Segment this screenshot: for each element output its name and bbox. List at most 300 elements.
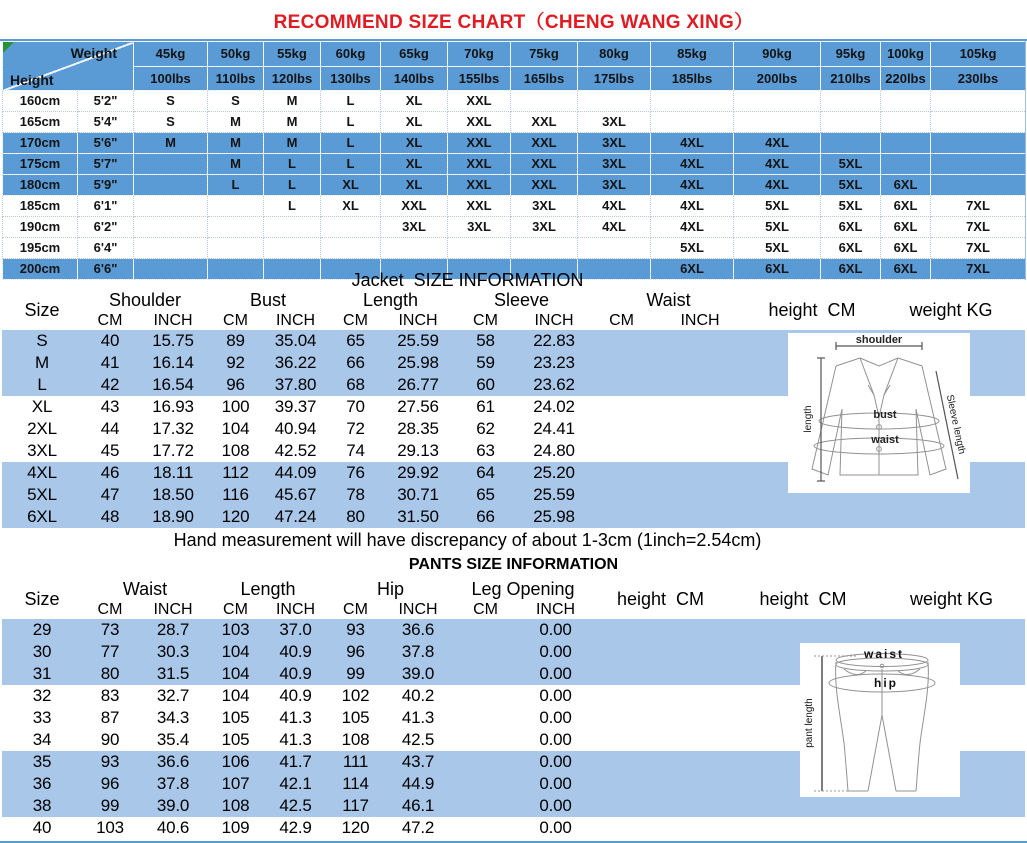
size-cell: XXL: [511, 112, 578, 133]
size-cell: 6XL: [821, 217, 881, 238]
height-cm-cell: 170cm: [3, 133, 78, 154]
weight-kg-header: 75kg: [511, 42, 578, 67]
height-ft-cell: 6'6": [78, 259, 134, 280]
size-cell: XL: [381, 112, 448, 133]
size-cell: XXL: [448, 112, 511, 133]
value-cell: 44.9: [401, 774, 435, 793]
value-cell: 76: [346, 463, 365, 482]
size-cell: 6XL: [734, 259, 821, 280]
size-cell: S: [134, 112, 208, 133]
value-cell: 41.3: [279, 730, 312, 749]
pants-lineart-icon: [800, 643, 960, 797]
value-cell: [453, 751, 518, 773]
size-label-cell: 2XL: [27, 419, 57, 438]
size-cell: [511, 238, 578, 259]
value-cell: 23.62: [533, 375, 575, 394]
value-cell: 18.11: [152, 463, 194, 482]
value-cell: 37.8: [401, 642, 435, 661]
value-cell: [590, 374, 653, 396]
value-cell: [453, 663, 518, 685]
value-cell: 117: [342, 796, 369, 815]
value-cell: [590, 440, 653, 462]
value-cell: 65: [346, 331, 365, 350]
value-cell: [453, 817, 518, 839]
value-cell: 40.6: [156, 818, 190, 837]
measure-group-header: Bust: [249, 290, 287, 310]
value-cell: 92: [226, 353, 245, 372]
size-label-cell: 5XL: [27, 485, 57, 504]
empty-cell: [877, 506, 1025, 528]
size-cell: 4XL: [651, 175, 734, 196]
value-cell: 27.56: [397, 397, 439, 416]
jacket-table-title: Jacket SIZE INFORMATION: [351, 270, 584, 290]
matrix-row: [3, 91, 1026, 112]
weight-kg-header: 100kg: [881, 42, 931, 67]
measure-group-header: Shoulder: [108, 290, 182, 310]
size-cell: 7XL: [931, 217, 1026, 238]
value-cell: 62: [476, 419, 495, 438]
weight-lbs-header: 200lbs: [734, 67, 821, 91]
single-col-header: weight KG: [909, 299, 993, 320]
size-cell: 6XL: [821, 238, 881, 259]
value-cell: [453, 685, 518, 707]
size-cell: [881, 154, 931, 175]
height-cm-cell: 175cm: [3, 154, 78, 175]
size-cell: XXL: [448, 133, 511, 154]
value-cell: 60: [476, 375, 495, 394]
value-cell: 65: [476, 485, 495, 504]
value-cell: 40.9: [279, 664, 312, 683]
value-cell: 29.13: [397, 441, 439, 460]
size-cell: [821, 112, 881, 133]
value-cell: 25.98: [397, 353, 439, 372]
value-cell: 87: [100, 708, 120, 727]
value-cell: 112: [222, 463, 249, 482]
size-label-cell: 30: [32, 642, 52, 661]
value-cell: 40: [100, 331, 120, 350]
measure-group-header: Length: [362, 290, 419, 310]
value-cell: 37.80: [274, 375, 317, 394]
size-cell: XL: [321, 175, 381, 196]
size-cell: [208, 217, 264, 238]
value-cell: [453, 707, 518, 729]
size-cell: 4XL: [734, 133, 821, 154]
height-cm-cell: 185cm: [3, 196, 78, 217]
size-cell: XXL: [448, 154, 511, 175]
value-cell: 47.24: [274, 507, 317, 526]
value-cell: 42.52: [274, 441, 317, 460]
value-cell: 61: [476, 397, 495, 416]
value-cell: 108: [221, 441, 250, 460]
size-label-cell: 3XL: [27, 441, 57, 460]
unit-subheader: INCH: [398, 311, 438, 329]
height-ft-cell: 5'4": [78, 112, 134, 133]
matrix-row: [3, 175, 1026, 196]
size-label-cell: L: [37, 375, 47, 394]
empty-cell: [593, 795, 728, 817]
value-cell: 68: [346, 375, 365, 394]
empty-cell: [878, 619, 1025, 641]
unit-subheader: CM: [223, 311, 248, 329]
value-cell: 44.09: [274, 463, 317, 482]
value-cell: 42: [100, 375, 120, 394]
value-cell: 39.0: [156, 796, 190, 815]
size-cell: [931, 91, 1026, 112]
value-cell: 42.5: [401, 730, 435, 749]
weight-kg-header: 105kg: [931, 42, 1026, 67]
size-cell: M: [208, 133, 264, 154]
value-cell: 24.02: [533, 397, 575, 416]
weight-kg-header: 65kg: [381, 42, 448, 67]
size-cell: S: [208, 91, 264, 112]
value-cell: 28.35: [397, 419, 439, 438]
size-label-cell: M: [35, 353, 49, 372]
hip-label: hip: [874, 676, 898, 690]
size-cell: XXL: [448, 91, 511, 112]
value-cell: 106: [221, 752, 250, 771]
size-cell: [134, 238, 208, 259]
size-cell: 6XL: [881, 196, 931, 217]
weight-kg-header: 90kg: [734, 42, 821, 67]
size-label-cell: 35: [32, 752, 52, 771]
weight-lbs-header: 155lbs: [448, 67, 511, 91]
value-cell: 36.6: [156, 752, 190, 771]
unit-subheader: CM: [97, 600, 123, 618]
size-cell: [578, 91, 651, 112]
value-cell: 40.9: [279, 686, 312, 705]
value-cell: [453, 641, 518, 663]
value-cell: 111: [342, 752, 369, 771]
size-recommendation-matrix: [2, 41, 1026, 280]
empty-cell: [728, 795, 878, 817]
weight-kg-header: 45kg: [134, 42, 208, 67]
length-label: length: [803, 405, 814, 433]
size-cell: [821, 91, 881, 112]
matrix-row: [3, 112, 1026, 133]
value-cell: 17.72: [152, 441, 194, 460]
weight-lbs-header: 165lbs: [511, 67, 578, 91]
waist-label: waist: [863, 647, 905, 661]
value-cell: 80: [346, 507, 365, 526]
value-cell: [590, 330, 653, 352]
size-cell: M: [208, 112, 264, 133]
size-cell: S: [134, 91, 208, 112]
jacket-measurement-diagram: [788, 333, 970, 493]
empty-cell: [593, 685, 728, 707]
value-cell: 96: [346, 642, 365, 661]
measure-group-header: Length: [240, 579, 296, 599]
matrix-corner-cell: [3, 42, 134, 91]
size-cell: [134, 154, 208, 175]
table-row: [2, 619, 1025, 641]
size-cell: [134, 196, 208, 217]
size-cell: [881, 133, 931, 154]
height-ft-cell: 5'6": [78, 133, 134, 154]
unit-subheader: CM: [223, 600, 248, 618]
value-cell: 103: [96, 818, 124, 837]
empty-cell: [728, 817, 878, 839]
size-cell: 5XL: [821, 175, 881, 196]
height-axis-label: Height: [10, 72, 54, 88]
unit-subheader: CM: [343, 311, 368, 329]
value-cell: 25.98: [533, 507, 575, 526]
size-cell: 4XL: [651, 154, 734, 175]
weight-kg-header: 95kg: [821, 42, 881, 67]
size-col-header: Size: [24, 299, 60, 320]
value-cell: [590, 484, 653, 506]
value-cell: [653, 374, 747, 396]
value-cell: 41.3: [279, 708, 312, 727]
value-cell: 70: [346, 397, 365, 416]
single-col-header: weight KG: [909, 588, 994, 609]
value-cell: [653, 352, 747, 374]
size-cell: [511, 91, 578, 112]
value-cell: 83: [100, 686, 120, 705]
size-cell: XXL: [448, 175, 511, 196]
value-cell: [653, 396, 747, 418]
value-cell: 73: [100, 620, 120, 639]
size-cell: 7XL: [931, 238, 1026, 259]
size-cell: [264, 217, 321, 238]
size-cell: [734, 112, 821, 133]
empty-cell: [593, 751, 728, 773]
unit-subheader: INCH: [535, 600, 576, 618]
value-cell: 102: [341, 686, 370, 705]
table-row: [2, 506, 1025, 528]
empty-cell: [593, 663, 728, 685]
empty-cell: [593, 619, 728, 641]
empty-cell: [593, 641, 728, 663]
value-cell: 28.7: [156, 620, 190, 639]
value-cell: [653, 462, 747, 484]
unit-subheader: INCH: [275, 311, 316, 329]
size-cell: [321, 217, 381, 238]
value-cell: 0.00: [539, 642, 572, 661]
value-cell: 96: [226, 375, 245, 394]
value-cell: 99: [100, 796, 120, 815]
height-cm-cell: 200cm: [3, 259, 78, 280]
weight-lbs-header: 220lbs: [881, 67, 931, 91]
value-cell: 37.8: [156, 774, 190, 793]
value-cell: 36.22: [274, 353, 317, 372]
value-cell: 74: [346, 441, 365, 460]
value-cell: 41.3: [401, 708, 435, 727]
empty-cell: [878, 817, 1025, 839]
value-cell: 39.37: [274, 397, 317, 416]
size-cell: L: [321, 133, 381, 154]
size-cell: [821, 133, 881, 154]
height-ft-cell: 6'1": [78, 196, 134, 217]
value-cell: 78: [346, 485, 365, 504]
value-cell: [453, 795, 518, 817]
weight-lbs-header: 140lbs: [381, 67, 448, 91]
size-cell: L: [264, 196, 321, 217]
size-cell: 7XL: [931, 259, 1026, 280]
value-cell: 114: [342, 774, 369, 793]
value-cell: 104: [221, 642, 250, 661]
size-cell: L: [321, 112, 381, 133]
size-cell: [651, 91, 734, 112]
value-cell: 17.32: [152, 419, 194, 438]
weight-axis-label: Weight: [70, 45, 117, 61]
value-cell: 109: [221, 818, 250, 837]
size-cell: [381, 238, 448, 259]
value-cell: 108: [341, 730, 370, 749]
sleeve-length-label: Sleeve length: [943, 393, 968, 456]
size-label-cell: 6XL: [27, 507, 57, 526]
matrix-row: [3, 217, 1026, 238]
value-cell: 93: [346, 620, 365, 639]
shoulder-label: shoulder: [855, 334, 903, 346]
pants-measurement-diagram: [800, 643, 960, 797]
unit-subheader: INCH: [680, 311, 720, 329]
value-cell: 42.9: [279, 818, 312, 837]
value-cell: [590, 506, 653, 528]
size-cell: 5XL: [821, 154, 881, 175]
value-cell: 120: [221, 507, 250, 526]
height-ft-cell: 5'2": [78, 91, 134, 112]
value-cell: 0.00: [539, 818, 572, 837]
value-cell: 43: [100, 397, 120, 416]
pant-length-label: pant length: [804, 698, 815, 748]
value-cell: 77: [100, 642, 120, 661]
value-cell: 31.50: [397, 507, 439, 526]
size-cell: L: [321, 91, 381, 112]
size-cell: 4XL: [651, 196, 734, 217]
value-cell: 46: [100, 463, 120, 482]
value-cell: 100: [221, 397, 250, 416]
size-cell: 4XL: [734, 175, 821, 196]
value-cell: 59: [476, 353, 495, 372]
size-cell: 6XL: [881, 259, 931, 280]
size-cell: 4XL: [651, 217, 734, 238]
value-cell: 30.71: [397, 485, 439, 504]
value-cell: 43.7: [401, 752, 435, 771]
size-cell: 4XL: [578, 217, 651, 238]
value-cell: 16.93: [152, 397, 194, 416]
value-cell: 0.00: [539, 620, 572, 639]
height-ft-cell: 6'4": [78, 238, 134, 259]
size-cell: 5XL: [821, 196, 881, 217]
height-ft-cell: 6'2": [78, 217, 134, 238]
size-cell: 3XL: [578, 112, 651, 133]
height-cm-cell: 190cm: [3, 217, 78, 238]
bust-label: bust: [873, 409, 897, 421]
value-cell: 66: [346, 353, 365, 372]
weight-kg-header: 85kg: [651, 42, 734, 67]
value-cell: 34.3: [156, 708, 190, 727]
single-col-header: height CM: [759, 588, 847, 609]
size-cell: [578, 238, 651, 259]
value-cell: 44: [100, 419, 120, 438]
green-corner-icon: [3, 42, 14, 53]
value-cell: 45.67: [274, 485, 317, 504]
value-cell: 0.00: [539, 686, 572, 705]
value-cell: 41.7: [279, 752, 312, 771]
value-cell: 90: [100, 730, 120, 749]
value-cell: 22.83: [533, 331, 575, 350]
value-cell: [453, 729, 518, 751]
size-cell: 5XL: [734, 238, 821, 259]
size-cell: [134, 175, 208, 196]
measure-group-header: Leg Opening: [471, 579, 575, 599]
empty-cell: [878, 795, 1025, 817]
value-cell: [653, 484, 747, 506]
size-cell: [208, 238, 264, 259]
weight-kg-header: 60kg: [321, 42, 381, 67]
value-cell: 18.90: [152, 507, 194, 526]
value-cell: [653, 330, 747, 352]
value-cell: 42.1: [279, 774, 312, 793]
size-cell: [134, 217, 208, 238]
value-cell: 31.5: [156, 664, 190, 683]
value-cell: [590, 462, 653, 484]
size-cell: 4XL: [578, 196, 651, 217]
size-col-header: Size: [24, 588, 60, 609]
empty-cell: [593, 707, 728, 729]
value-cell: 46.1: [401, 796, 435, 815]
value-cell: 105: [221, 730, 250, 749]
unit-subheader: CM: [97, 311, 123, 329]
measure-group-header: Waist: [646, 290, 691, 310]
empty-cell: [593, 773, 728, 795]
unit-subheader: INCH: [153, 600, 193, 618]
size-label-cell: XL: [31, 397, 53, 416]
value-cell: 32.7: [156, 686, 190, 705]
unit-subheader: CM: [343, 600, 368, 618]
value-cell: [590, 352, 653, 374]
height-cm-cell: 160cm: [3, 91, 78, 112]
empty-cell: [593, 729, 728, 751]
value-cell: 35.4: [156, 730, 190, 749]
size-label-cell: 33: [32, 708, 52, 727]
size-cell: [931, 154, 1026, 175]
value-cell: 16.54: [152, 375, 194, 394]
size-cell: 3XL: [511, 217, 578, 238]
size-cell: XL: [381, 154, 448, 175]
size-cell: 3XL: [511, 196, 578, 217]
value-cell: 120: [341, 818, 370, 837]
size-cell: [734, 91, 821, 112]
value-cell: 80: [100, 664, 120, 683]
value-cell: 25.59: [397, 331, 439, 350]
value-cell: 39.0: [401, 664, 435, 683]
size-cell: L: [264, 154, 321, 175]
height-ft-cell: 5'7": [78, 154, 134, 175]
table-row: [2, 817, 1025, 839]
single-col-header: height CM: [768, 299, 856, 320]
size-label-cell: 31: [32, 664, 52, 683]
size-label-cell: 34: [32, 730, 52, 749]
value-cell: 72: [346, 419, 365, 438]
value-cell: 18.50: [152, 485, 194, 504]
size-cell: XXL: [381, 196, 448, 217]
size-cell: 3XL: [578, 154, 651, 175]
size-cell: [881, 112, 931, 133]
measure-group-header: Waist: [122, 579, 168, 599]
value-cell: 108: [221, 796, 250, 815]
weight-kg-header: 70kg: [448, 42, 511, 67]
size-cell: [931, 133, 1026, 154]
value-cell: [453, 773, 518, 795]
value-cell: 104: [221, 664, 250, 683]
value-cell: 40.9: [279, 642, 312, 661]
value-cell: 25.59: [533, 485, 575, 504]
value-cell: 40.2: [401, 686, 435, 705]
size-cell: XL: [381, 91, 448, 112]
size-cell: M: [208, 154, 264, 175]
empty-cell: [747, 506, 877, 528]
